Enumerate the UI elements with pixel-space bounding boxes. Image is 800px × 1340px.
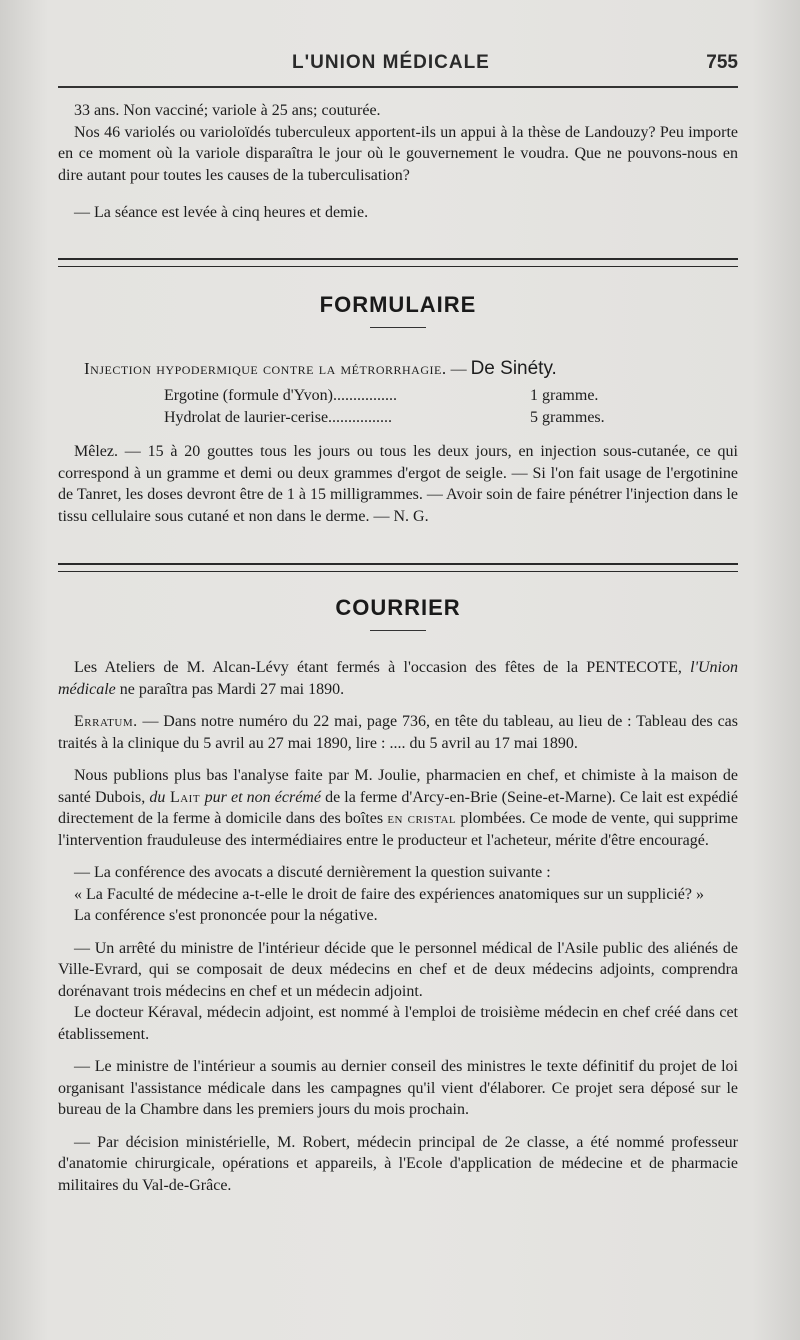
- erratum-label: Erratum.: [74, 713, 138, 730]
- ingredient-quantity: 5 grammes.: [530, 408, 605, 426]
- page-header: [58, 52, 738, 82]
- running-title: L'UNION MÉDICALE: [292, 52, 490, 73]
- news-item: [58, 711, 738, 754]
- title-underline: [370, 630, 426, 631]
- journal-name: l'Union médicale: [58, 659, 738, 698]
- formula-author: De Sinéty.: [470, 358, 557, 379]
- heading-dash: —: [450, 361, 467, 378]
- formula-instructions: Mêlez. — 15 à 20 gouttes tous les jours ou tous les deux jours, en injection sous-cutanée, ce qui correspond à un gramme et demi ou deux grammes d'ergot de seigle. — Si l'on fait usage de l'ergotinine de Tanret, les doses devront être de 1 à 15 milligrammes. — Avoir soin de faire pénétrer l'injection dans le tissu cellulaire sous cutané et non dans le derme. — N. G.: [58, 443, 738, 525]
- news-text: Les Ateliers de M. Alcan-Lévy étant fermés à l'occasion des fêtes de la PENTECOTE,: [74, 659, 682, 676]
- news-item: — Un arrêté du ministre de l'intérieur décide que le personnel médical de l'Asile public des aliénés de Ville-Evrard, qui se composait de deux médecins en chef et de deux médecins adjoints, comprendra dorénavant trois médecins en chef et un médecin adjoint.: [58, 939, 738, 1000]
- news-item: « La Faculté de médecine a-t-elle le droit de faire des expériences anatomiques sur un supplicié? »: [74, 885, 704, 903]
- ingredient-quantity: 1 gramme.: [530, 387, 599, 404]
- news-item: [58, 765, 738, 851]
- section-separator: [58, 563, 738, 572]
- news-item: [58, 657, 738, 700]
- intro-paragraph: — La séance est levée à cinq heures et demie.: [74, 204, 369, 221]
- news-item: — La conférence des avocats a discuté dernièrement la question suivante :: [74, 864, 551, 881]
- news-text: de la ferme d'Arcy-en-Brie (Seine-et-Marne). Ce lait est expédié directement de la ferme à domicile dans des boîtes: [58, 788, 738, 827]
- courrier-text: [58, 657, 738, 1196]
- ingredient-row: [164, 385, 644, 407]
- news-text: Lait: [165, 788, 205, 806]
- intro-paragraph: Nos 46 variolés ou varioloïdés tuberculeux apportent-ils un appui à la thèse de Landouzy? Peu importe en ce moment où la variole disparaîtra le jour où le gouvernement le voudra. Que ne pouvons-nous en dire autant pour toutes les causes de la tuberculisation?: [58, 123, 738, 184]
- news-text: en cristal: [387, 810, 457, 827]
- news-text: — Dans notre numéro du 22 mai, page 736, en tête du tableau, au lieu de : Tableau des cas traités à la clinique du 5 avril au 27 mai 1890, lire : .... du 5 avril au 17 mai 1890.: [58, 713, 738, 752]
- intro-text: [58, 100, 738, 224]
- ingredient-name: Ergotine (formule d'Yvon)................: [164, 387, 397, 404]
- news-text: Nous publions plus bas l'analyse faite par M. Joulie, pharmacien en chef, et chimiste à la maison de santé Dubois,: [58, 767, 738, 806]
- formula-ingredients: [164, 385, 644, 428]
- news-text: pur et non écrémé: [204, 788, 321, 806]
- news-text: plombées. Ce mode de vente, qui supprime l'intervention frauduleuse des intermédiaires entre le producteur et l'acheteur, mérite d'être encouragé.: [58, 810, 738, 849]
- title-underline: [370, 327, 426, 328]
- section-title-courrier: COURRIER: [335, 595, 461, 620]
- news-item: Le docteur Kéraval, médecin adjoint, est nommé à l'emploi de troisième médecin en chef créé dans cet établissement.: [58, 1004, 738, 1043]
- section-separator: [58, 258, 738, 267]
- news-item: La conférence s'est prononcée pour la négative.: [74, 907, 378, 924]
- ingredient-name: Hydrolat de laurier-cerise................: [164, 408, 393, 426]
- page-number: 755: [706, 52, 738, 73]
- news-item: — Le ministre de l'intérieur a soumis au dernier conseil des ministres le texte définitif du projet de loi organisant l'assistance médicale dans les campagnes qu'il vient d'élaborer. Ce projet sera déposé sur le bureau de la Chambre dans les premiers jours du mois prochain.: [58, 1058, 738, 1118]
- formula-heading: Injection hypodermique contre la métrorrhagie.: [84, 359, 447, 378]
- news-text: du: [149, 788, 166, 806]
- ingredient-row: [164, 407, 644, 429]
- intro-paragraph: 33 ans. Non vacciné; variole à 25 ans; couturée.: [74, 102, 381, 119]
- header-rule: [58, 86, 738, 88]
- news-item: — Par décision ministérielle, M. Robert, médecin principal de 2e classe, a été nommé professeur d'anatomie chirurgicale, opérations et appareils, à l'Ecole d'application de médecine et de pharmacie militaires du Val-de-Grâce.: [58, 1133, 738, 1194]
- section-title-formulaire: FORMULAIRE: [319, 292, 477, 317]
- formulaire-heading: [58, 358, 738, 381]
- formulaire-body: [58, 441, 738, 527]
- news-text: ne paraîtra pas Mardi 27 mai 1890.: [115, 680, 345, 698]
